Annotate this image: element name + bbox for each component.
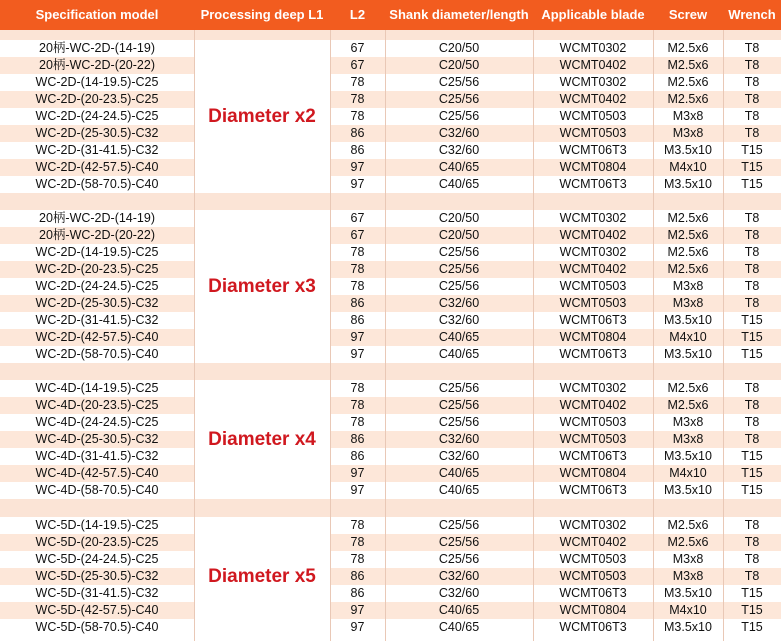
- shank-cell: C25/56: [438, 245, 480, 259]
- shank-cell: C25/56: [438, 381, 480, 395]
- blade-cell: WCMT06T3: [559, 313, 627, 327]
- table-row: [0, 482, 781, 499]
- blade-cell: WCMT0402: [559, 228, 627, 242]
- shank-cell: C20/50: [438, 211, 480, 225]
- screw-cell: M2.5x6: [667, 228, 709, 242]
- l2-cell: 78: [350, 109, 365, 123]
- spec-model-cell: WC-2D-(42-57.5)-C40: [35, 160, 159, 174]
- wrench-cell: T8: [744, 569, 760, 583]
- shank-cell: C25/56: [438, 415, 480, 429]
- wrench-cell: T15: [741, 160, 763, 174]
- l2-cell: 86: [350, 313, 365, 327]
- table-row: [0, 431, 781, 448]
- wrench-cell: T8: [744, 381, 760, 395]
- screw-cell: M2.5x6: [667, 535, 709, 549]
- shank-cell: C25/56: [438, 109, 480, 123]
- l2-cell: 78: [350, 245, 365, 259]
- blade-cell: WCMT0402: [559, 92, 627, 106]
- screw-cell: M2.5x6: [667, 92, 709, 106]
- l2-cell: 67: [350, 211, 365, 225]
- shank-cell: C32/60: [438, 586, 480, 600]
- shank-cell: C32/60: [438, 569, 480, 583]
- screw-cell: M3.5x10: [664, 177, 712, 191]
- shank-cell: C25/56: [438, 279, 480, 293]
- shank-cell: C40/65: [438, 603, 480, 617]
- screw-cell: M3x8: [672, 415, 704, 429]
- spec-model-cell: WC-4D-(58-70.5)-C40: [35, 483, 159, 497]
- wrench-cell: T8: [744, 41, 760, 55]
- l2-cell: 78: [350, 518, 365, 532]
- table-row: [0, 278, 781, 295]
- table-header: [0, 0, 781, 30]
- blade-cell: WCMT0503: [559, 109, 627, 123]
- shank-cell: C32/60: [438, 143, 480, 157]
- l2-cell: 67: [350, 228, 365, 242]
- group-separator: [0, 193, 781, 210]
- group-separator: [0, 363, 781, 380]
- table-row: [0, 414, 781, 431]
- l2-cell: 78: [350, 92, 365, 106]
- shank-cell: C20/50: [438, 228, 480, 242]
- table-row: [0, 534, 781, 551]
- spec-model-cell: WC-2D-(25-30.5)-C32: [35, 126, 159, 140]
- table-row: [0, 57, 781, 74]
- l2-cell: 78: [350, 262, 365, 276]
- l2-cell: 86: [350, 143, 365, 157]
- l2-cell: 86: [350, 569, 365, 583]
- table-row: [0, 159, 781, 176]
- l2-cell: 78: [350, 552, 365, 566]
- table-row: [0, 619, 781, 636]
- blade-cell: WCMT06T3: [559, 347, 627, 361]
- blade-cell: WCMT0503: [559, 432, 627, 446]
- shank-cell: C32/60: [438, 449, 480, 463]
- blade-cell: WCMT0302: [559, 518, 627, 532]
- screw-cell: M4x10: [669, 603, 707, 617]
- screw-cell: M2.5x6: [667, 75, 709, 89]
- blade-cell: WCMT0302: [559, 75, 627, 89]
- spec-model-cell: WC-5D-(58-70.5)-C40: [35, 620, 159, 634]
- spec-model-cell: 20柄-WC-2D-(14-19): [39, 41, 155, 55]
- spec-model-cell: WC-5D-(31-41.5)-C32: [35, 586, 159, 600]
- spec-model-cell: WC-4D-(14-19.5)-C25: [35, 381, 159, 395]
- screw-cell: M2.5x6: [667, 398, 709, 412]
- spec-model-cell: WC-2D-(58-70.5)-C40: [35, 177, 159, 191]
- screw-cell: M3x8: [672, 569, 704, 583]
- wrench-cell: T8: [744, 262, 760, 276]
- blade-cell: WCMT0402: [559, 58, 627, 72]
- wrench-cell: T15: [741, 177, 763, 191]
- header-l2: L2: [349, 7, 366, 22]
- table-row: [0, 227, 781, 244]
- shank-cell: C32/60: [438, 296, 480, 310]
- wrench-cell: T8: [744, 75, 760, 89]
- table-row: [0, 346, 781, 363]
- blade-cell: WCMT06T3: [559, 620, 627, 634]
- spec-model-cell: WC-2D-(31-41.5)-C32: [35, 143, 159, 157]
- screw-cell: M4x10: [669, 330, 707, 344]
- l2-cell: 97: [350, 603, 365, 617]
- spec-model-cell: WC-4D-(31-41.5)-C32: [35, 449, 159, 463]
- spec-model-cell: WC-2D-(42-57.5)-C40: [35, 330, 159, 344]
- l2-cell: 78: [350, 398, 365, 412]
- column-divider: [533, 30, 534, 641]
- l2-cell: 97: [350, 160, 365, 174]
- blade-cell: WCMT0503: [559, 569, 627, 583]
- shank-cell: C25/56: [438, 92, 480, 106]
- column-divider: [653, 30, 654, 641]
- table-row: [0, 517, 781, 534]
- wrench-cell: T15: [741, 466, 763, 480]
- shank-cell: C20/50: [438, 41, 480, 55]
- blade-cell: WCMT06T3: [559, 143, 627, 157]
- table-row: [0, 125, 781, 142]
- table-row: [0, 74, 781, 91]
- l2-cell: 97: [350, 620, 365, 634]
- l2-cell: 97: [350, 177, 365, 191]
- table-row: [0, 397, 781, 414]
- processing-deep-cell: [194, 517, 330, 636]
- diameter-label: Diameter x3: [208, 275, 316, 297]
- blade-cell: WCMT0503: [559, 552, 627, 566]
- spec-model-cell: WC-5D-(24-24.5)-C25: [35, 552, 159, 566]
- spec-model-cell: WC-5D-(42-57.5)-C40: [35, 603, 159, 617]
- wrench-cell: T8: [744, 535, 760, 549]
- wrench-cell: T8: [744, 228, 760, 242]
- blade-cell: WCMT06T3: [559, 449, 627, 463]
- wrench-cell: T8: [744, 552, 760, 566]
- spec-model-cell: WC-2D-(24-24.5)-C25: [35, 279, 159, 293]
- wrench-cell: T15: [741, 586, 763, 600]
- blade-cell: WCMT0302: [559, 211, 627, 225]
- spec-model-cell: WC-2D-(14-19.5)-C25: [35, 75, 159, 89]
- l2-cell: 97: [350, 483, 365, 497]
- spec-model-cell: 20柄-WC-2D-(20-22): [39, 58, 155, 72]
- table-row: [0, 210, 781, 227]
- shank-cell: C32/60: [438, 432, 480, 446]
- blade-cell: WCMT0503: [559, 126, 627, 140]
- blade-cell: WCMT0302: [559, 381, 627, 395]
- header-shank: Shank diameter/length: [389, 7, 529, 22]
- table-row: [0, 261, 781, 278]
- spec-model-cell: WC-4D-(24-24.5)-C25: [35, 415, 159, 429]
- column-divider: [194, 30, 195, 641]
- spec-model-cell: WC-2D-(25-30.5)-C32: [35, 296, 159, 310]
- screw-cell: M3x8: [672, 432, 704, 446]
- blade-cell: WCMT0402: [559, 535, 627, 549]
- blade-cell: WCMT0804: [559, 160, 627, 174]
- screw-cell: M4x10: [669, 466, 707, 480]
- blade-cell: WCMT06T3: [559, 586, 627, 600]
- l2-cell: 78: [350, 279, 365, 293]
- wrench-cell: T8: [744, 398, 760, 412]
- screw-cell: M3x8: [672, 109, 704, 123]
- l2-cell: 78: [350, 381, 365, 395]
- screw-cell: M3x8: [672, 296, 704, 310]
- processing-deep-cell: [194, 40, 330, 193]
- spec-model-cell: WC-4D-(25-30.5)-C32: [35, 432, 159, 446]
- column-divider: [385, 30, 386, 641]
- spec-model-cell: WC-5D-(25-30.5)-C32: [35, 569, 159, 583]
- l2-cell: 86: [350, 449, 365, 463]
- wrench-cell: T8: [744, 109, 760, 123]
- table-row: [0, 142, 781, 159]
- header-spec-model: Specification model: [35, 7, 159, 22]
- table-row: [0, 585, 781, 602]
- table-row: [0, 329, 781, 346]
- blade-cell: WCMT0302: [559, 41, 627, 55]
- shank-cell: C32/60: [438, 313, 480, 327]
- wrench-cell: T15: [741, 143, 763, 157]
- processing-deep-cell: [194, 380, 330, 499]
- shank-cell: C25/56: [438, 518, 480, 532]
- spec-model-cell: WC-4D-(42-57.5)-C40: [35, 466, 159, 480]
- wrench-cell: T8: [744, 211, 760, 225]
- wrench-cell: T15: [741, 330, 763, 344]
- wrench-cell: T8: [744, 92, 760, 106]
- table-row: [0, 380, 781, 397]
- wrench-cell: T8: [744, 58, 760, 72]
- screw-cell: M3x8: [672, 552, 704, 566]
- wrench-cell: T8: [744, 245, 760, 259]
- shank-cell: C25/56: [438, 75, 480, 89]
- shank-cell: C32/60: [438, 126, 480, 140]
- blade-cell: WCMT0402: [559, 398, 627, 412]
- screw-cell: M3.5x10: [664, 620, 712, 634]
- shank-cell: C40/65: [438, 483, 480, 497]
- shank-cell: C40/65: [438, 466, 480, 480]
- header-wrench: Wrench: [728, 7, 776, 22]
- wrench-cell: T8: [744, 279, 760, 293]
- table-row: [0, 108, 781, 125]
- screw-cell: M2.5x6: [667, 245, 709, 259]
- l2-cell: 97: [350, 466, 365, 480]
- table-row: [0, 244, 781, 261]
- table-row: [0, 312, 781, 329]
- l2-cell: 86: [350, 126, 365, 140]
- diameter-label: Diameter x4: [208, 428, 316, 450]
- l2-cell: 67: [350, 41, 365, 55]
- table-row: [0, 465, 781, 482]
- blade-cell: WCMT0402: [559, 262, 627, 276]
- l2-cell: 86: [350, 296, 365, 310]
- spec-model-cell: WC-4D-(20-23.5)-C25: [35, 398, 159, 412]
- shank-cell: C40/65: [438, 330, 480, 344]
- group-separator: [0, 30, 781, 40]
- header-blade: Applicable blade: [541, 7, 645, 22]
- column-divider: [330, 30, 331, 641]
- screw-cell: M3.5x10: [664, 313, 712, 327]
- screw-cell: M3.5x10: [664, 449, 712, 463]
- shank-cell: C25/56: [438, 262, 480, 276]
- spec-model-cell: 20柄-WC-2D-(14-19): [39, 211, 155, 225]
- blade-cell: WCMT0503: [559, 415, 627, 429]
- shank-cell: C40/65: [438, 177, 480, 191]
- diameter-label: Diameter x2: [208, 105, 316, 127]
- table-row: [0, 91, 781, 108]
- l2-cell: 86: [350, 432, 365, 446]
- screw-cell: M3.5x10: [664, 586, 712, 600]
- screw-cell: M2.5x6: [667, 381, 709, 395]
- l2-cell: 97: [350, 347, 365, 361]
- shank-cell: C40/65: [438, 347, 480, 361]
- header-screw: Screw: [668, 7, 708, 22]
- table-row: [0, 448, 781, 465]
- l2-cell: 97: [350, 330, 365, 344]
- wrench-cell: T8: [744, 126, 760, 140]
- table-row: [0, 40, 781, 57]
- shank-cell: C25/56: [438, 398, 480, 412]
- l2-cell: 78: [350, 535, 365, 549]
- wrench-cell: T8: [744, 415, 760, 429]
- wrench-cell: T15: [741, 449, 763, 463]
- spec-model-cell: WC-2D-(14-19.5)-C25: [35, 245, 159, 259]
- blade-cell: WCMT0503: [559, 296, 627, 310]
- shank-cell: C25/56: [438, 535, 480, 549]
- screw-cell: M2.5x6: [667, 262, 709, 276]
- l2-cell: 78: [350, 415, 365, 429]
- screw-cell: M3x8: [672, 279, 704, 293]
- table-row: [0, 295, 781, 312]
- spec-model-cell: WC-2D-(58-70.5)-C40: [35, 347, 159, 361]
- screw-cell: M3.5x10: [664, 143, 712, 157]
- column-divider: [723, 30, 724, 641]
- screw-cell: M3x8: [672, 126, 704, 140]
- table-row: [0, 551, 781, 568]
- screw-cell: M2.5x6: [667, 518, 709, 532]
- screw-cell: M2.5x6: [667, 211, 709, 225]
- table-row: [0, 568, 781, 585]
- screw-cell: M2.5x6: [667, 58, 709, 72]
- blade-cell: WCMT0804: [559, 603, 627, 617]
- wrench-cell: T8: [744, 296, 760, 310]
- group-separator: [0, 499, 781, 517]
- wrench-cell: T8: [744, 432, 760, 446]
- wrench-cell: T15: [741, 620, 763, 634]
- shank-cell: C20/50: [438, 58, 480, 72]
- screw-cell: M4x10: [669, 160, 707, 174]
- shank-cell: C25/56: [438, 552, 480, 566]
- screw-cell: M2.5x6: [667, 41, 709, 55]
- blade-cell: WCMT06T3: [559, 177, 627, 191]
- spec-model-cell: WC-5D-(20-23.5)-C25: [35, 535, 159, 549]
- screw-cell: M3.5x10: [664, 483, 712, 497]
- screw-cell: M3.5x10: [664, 347, 712, 361]
- diameter-label: Diameter x5: [208, 565, 316, 587]
- spec-model-cell: WC-2D-(31-41.5)-C32: [35, 313, 159, 327]
- blade-cell: WCMT0804: [559, 330, 627, 344]
- spec-model-cell: WC-2D-(20-23.5)-C25: [35, 92, 159, 106]
- wrench-cell: T15: [741, 483, 763, 497]
- spec-model-cell: WC-5D-(14-19.5)-C25: [35, 518, 159, 532]
- l2-cell: 67: [350, 58, 365, 72]
- blade-cell: WCMT06T3: [559, 483, 627, 497]
- table-row: [0, 176, 781, 193]
- wrench-cell: T8: [744, 518, 760, 532]
- header-processing-deep: Processing deep L1: [200, 7, 324, 22]
- l2-cell: 86: [350, 586, 365, 600]
- blade-cell: WCMT0503: [559, 279, 627, 293]
- shank-cell: C40/65: [438, 160, 480, 174]
- spec-model-cell: WC-2D-(20-23.5)-C25: [35, 262, 159, 276]
- l2-cell: 78: [350, 75, 365, 89]
- wrench-cell: T15: [741, 313, 763, 327]
- wrench-cell: T15: [741, 603, 763, 617]
- wrench-cell: T15: [741, 347, 763, 361]
- blade-cell: WCMT0804: [559, 466, 627, 480]
- shank-cell: C40/65: [438, 620, 480, 634]
- spec-model-cell: WC-2D-(24-24.5)-C25: [35, 109, 159, 123]
- processing-deep-cell: [194, 210, 330, 363]
- spec-model-cell: 20柄-WC-2D-(20-22): [39, 228, 155, 242]
- table-row: [0, 602, 781, 619]
- blade-cell: WCMT0302: [559, 245, 627, 259]
